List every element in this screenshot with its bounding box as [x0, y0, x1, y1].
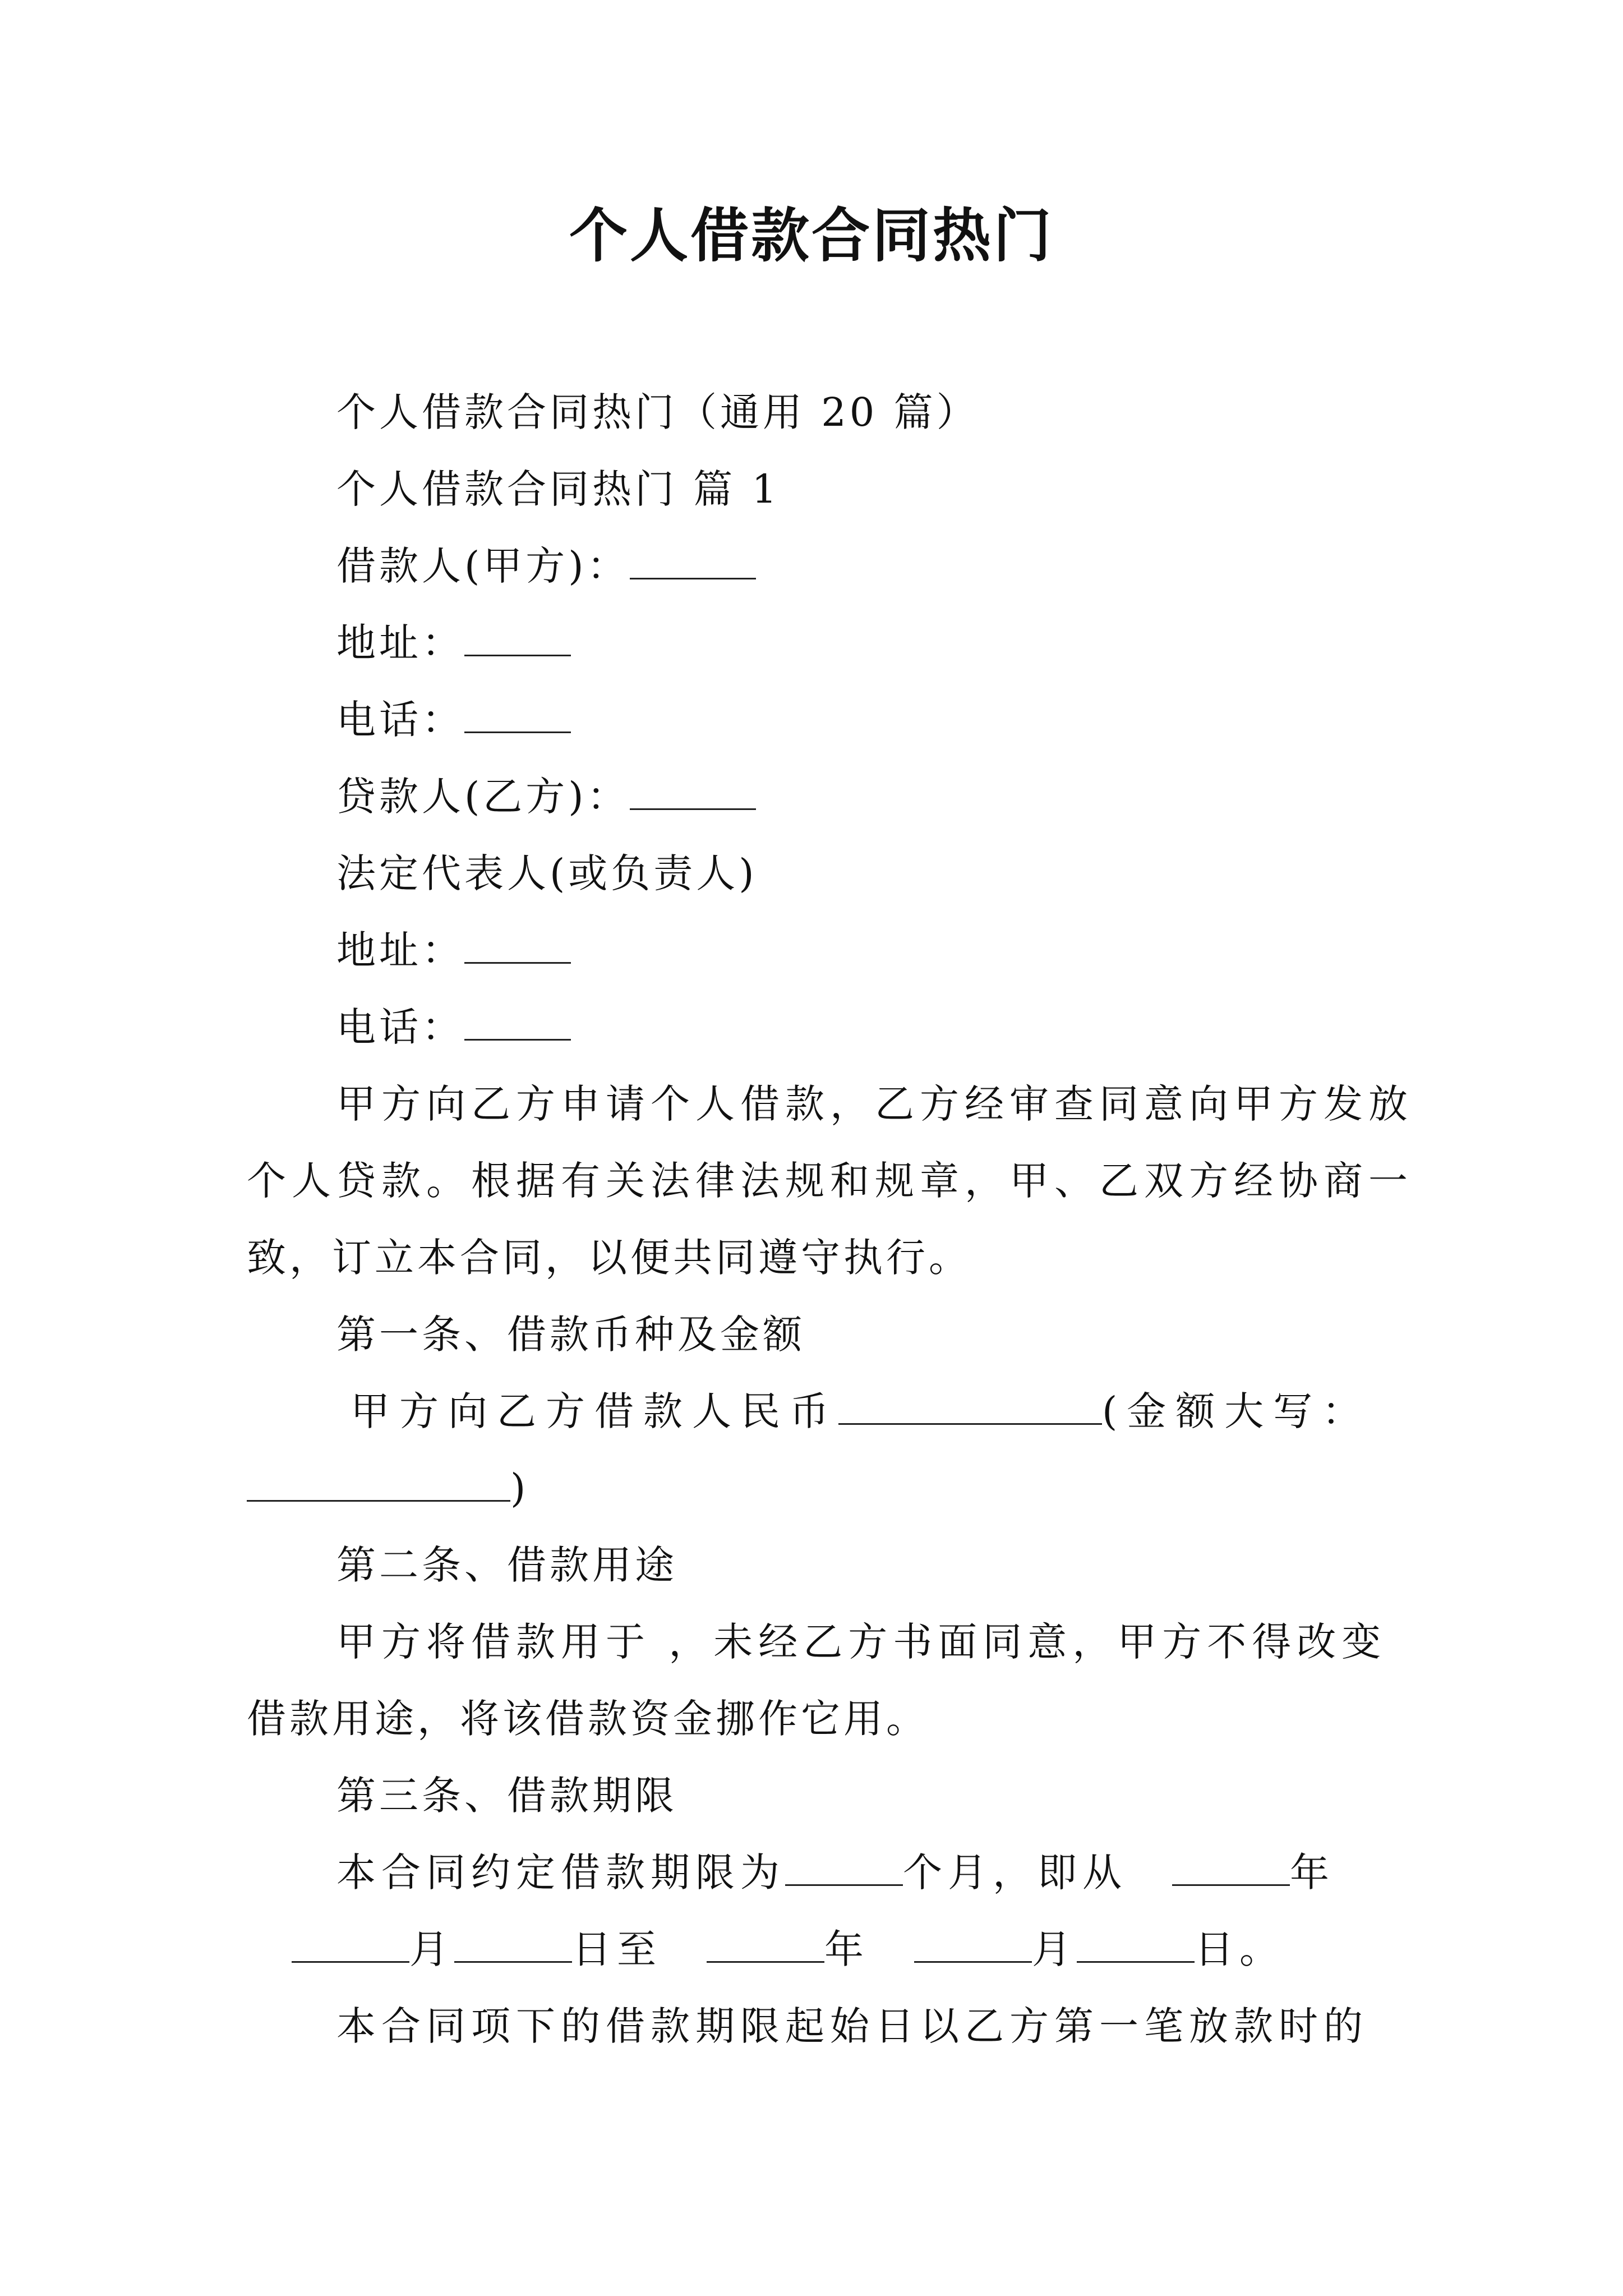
borrower-line	[336, 541, 756, 591]
article-3-start-year-blank	[1172, 1849, 1290, 1886]
article-1-line-1	[351, 1386, 1371, 1437]
intro-paragraph-line-3: 致，订立本合同，以便共同遵守执行。	[247, 1235, 971, 1281]
article-2-line-1: 甲方将借款用于 ，未经乙方书面同意，甲方不得改变	[336, 1619, 1387, 1665]
article-3-month-label-1: 月	[409, 1926, 454, 1972]
borrower-address-line	[336, 618, 571, 668]
article-3-end-day-blank	[1077, 1926, 1195, 1963]
article-2-line-2: 借款用途，将该借款资金挪作它用。	[247, 1696, 929, 1742]
article-1-text-b: (金额大写：	[1102, 1388, 1371, 1434]
intro-paragraph-line-1: 甲方向乙方申请个人借款，乙方经审查同意向甲方发放	[336, 1081, 1413, 1127]
article-1-amount-words-blank	[247, 1465, 510, 1502]
article-3-start-day-blank	[454, 1926, 572, 1963]
document-title: 个人借款合同热门	[569, 201, 1054, 270]
intro-paragraph-line-2: 个人贷款。根据有关法律法规和规章，甲、乙双方经协商一	[247, 1158, 1413, 1204]
lender-address-blank	[464, 927, 571, 964]
article-3-line-1	[336, 1847, 1335, 1898]
article-3-end-year-blank	[707, 1926, 824, 1963]
lender-line	[336, 771, 756, 822]
borrower-address-blank	[464, 620, 571, 656]
section-heading: 个人借款合同热门 篇 1	[336, 466, 781, 512]
article-3-year-label: 年	[1290, 1849, 1335, 1895]
article-3-day-end-label: 日。	[1195, 1926, 1284, 1972]
article-3-month-label-2: 月	[1032, 1926, 1077, 1972]
lender-phone-label: 电话：	[336, 1004, 464, 1050]
lender-phone-line	[336, 1002, 571, 1052]
lender-address-line	[336, 925, 571, 976]
borrower-address-label: 地址：	[336, 620, 464, 666]
legal-rep-line: 法定代表人(或负责人)	[336, 850, 758, 896]
article-3-text-a: 本合同约定借款期限为	[336, 1849, 785, 1895]
article-3-year-label-2: 年	[824, 1926, 869, 1972]
article-1-heading: 第一条、借款币种及金额	[336, 1312, 805, 1358]
article-3-months-blank	[785, 1849, 903, 1886]
article-1-text-c: )	[510, 1465, 529, 1511]
borrower-phone-label: 电话：	[336, 697, 464, 743]
borrower-label: 借款人(甲方)：	[336, 543, 630, 589]
article-1-amount-blank	[838, 1388, 1102, 1425]
article-3-end-month-blank	[914, 1926, 1032, 1963]
lender-phone-blank	[464, 1004, 571, 1041]
article-3-line-2	[292, 1924, 1284, 1975]
article-3-heading: 第三条、借款期限	[336, 1773, 677, 1819]
borrower-phone-blank	[464, 697, 571, 733]
article-3-day-to-label: 日至	[572, 1926, 662, 1972]
article-3-text-b: 个月，即从	[903, 1849, 1127, 1895]
article-3-start-month-blank	[292, 1926, 409, 1963]
borrower-phone-line	[336, 694, 571, 745]
article-2-heading: 第二条、借款用途	[336, 1542, 677, 1588]
lender-blank	[630, 774, 756, 810]
article-3-line-3: 本合同项下的借款期限起始日以乙方第一笔放款时的	[336, 2003, 1368, 2049]
article-1-text-a: 甲方向乙方借款人民币	[351, 1388, 838, 1434]
article-1-line-2	[247, 1463, 529, 1513]
lender-label: 贷款人(乙方)：	[336, 774, 630, 820]
borrower-blank	[630, 543, 756, 579]
lender-address-label: 地址：	[336, 927, 464, 973]
document-subtitle: 个人借款合同热门（通用 20 篇）	[336, 389, 979, 435]
